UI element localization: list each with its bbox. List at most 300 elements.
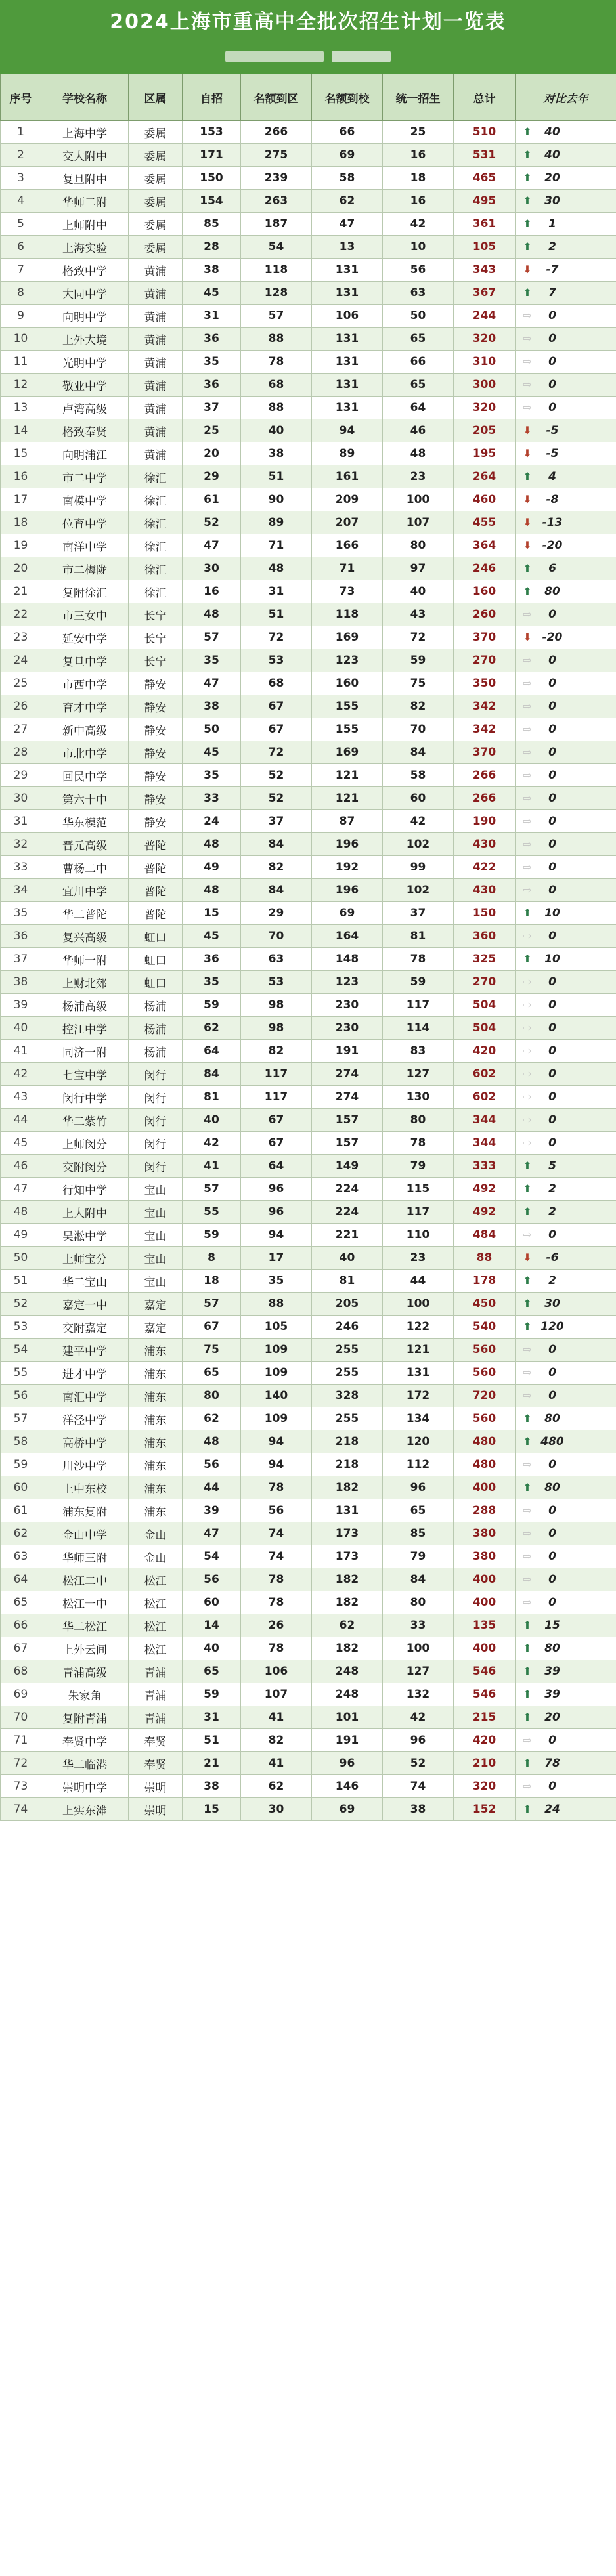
quota-district-cell: 98 xyxy=(241,994,312,1017)
total-cell: 504 xyxy=(454,994,516,1017)
self-admission-cell: 47 xyxy=(183,672,241,695)
district-cell: 黄浦 xyxy=(129,374,183,397)
arrow-right-outline-icon: ⇨ xyxy=(523,401,532,414)
seq-cell: 70 xyxy=(1,1706,41,1729)
arrow-right-outline-icon: ⇨ xyxy=(523,746,532,758)
seq-cell: 10 xyxy=(1,328,41,351)
table-row xyxy=(1,695,616,718)
compare-value: 0 xyxy=(548,654,556,667)
quota-school-cell: 131 xyxy=(312,351,383,374)
compare-value: 0 xyxy=(548,677,556,690)
self-admission-cell: 61 xyxy=(183,488,241,511)
district-cell: 奉贤 xyxy=(129,1729,183,1752)
arrow-up-icon: ⬆ xyxy=(523,1757,532,1769)
total-cell: 364 xyxy=(454,534,516,557)
quota-district-cell: 52 xyxy=(241,764,312,787)
compare-value: 80 xyxy=(544,585,560,598)
compare-cell xyxy=(516,1798,616,1821)
school-name-cell: 上外云间 xyxy=(41,1637,129,1660)
school-name-cell: 南模中学 xyxy=(41,488,129,511)
seq-cell: 14 xyxy=(1,419,41,442)
quota-school-cell: 191 xyxy=(312,1729,383,1752)
quota-school-cell: 101 xyxy=(312,1706,383,1729)
quota-district-cell: 107 xyxy=(241,1683,312,1706)
quota-district-cell: 62 xyxy=(241,1775,312,1798)
quota-school-cell: 182 xyxy=(312,1637,383,1660)
unified-cell: 99 xyxy=(383,856,454,879)
quota-school-cell: 224 xyxy=(312,1178,383,1201)
compare-value: 2 xyxy=(548,1274,556,1287)
arrow-right-outline-icon: ⇨ xyxy=(523,1734,532,1746)
quota-district-cell: 72 xyxy=(241,626,312,649)
subtitle-bar xyxy=(0,39,616,74)
quota-school-cell: 246 xyxy=(312,1316,383,1339)
district-cell: 黄浦 xyxy=(129,442,183,465)
quota-school-cell: 191 xyxy=(312,1040,383,1063)
unified-cell: 107 xyxy=(383,511,454,534)
school-name-cell: 嘉定一中 xyxy=(41,1293,129,1316)
arrow-up-icon: ⬆ xyxy=(523,1642,532,1654)
compare-value: 0 xyxy=(548,1021,556,1035)
school-name-cell: 华师三附 xyxy=(41,1545,129,1568)
unified-cell: 44 xyxy=(383,1270,454,1293)
self-admission-cell: 54 xyxy=(183,1545,241,1568)
table-row xyxy=(1,1407,616,1430)
quota-school-cell: 131 xyxy=(312,259,383,282)
compare-value: 4 xyxy=(548,470,556,483)
district-cell: 浦东 xyxy=(129,1385,183,1407)
arrow-right-outline-icon: ⇨ xyxy=(523,815,532,827)
quota-school-cell: 131 xyxy=(312,1499,383,1522)
unified-cell: 25 xyxy=(383,121,454,144)
arrow-right-outline-icon: ⇨ xyxy=(523,378,532,391)
compare-value: -20 xyxy=(542,539,563,552)
quota-school-cell: 131 xyxy=(312,397,383,419)
school-name-cell: 上师宝分 xyxy=(41,1247,129,1270)
school-name-cell: 华师一附 xyxy=(41,948,129,971)
compare-value: 6 xyxy=(548,562,556,575)
table-row xyxy=(1,741,616,764)
seq-cell: 56 xyxy=(1,1385,41,1407)
compare-value: 20 xyxy=(544,171,560,184)
self-admission-cell: 38 xyxy=(183,695,241,718)
district-cell: 普陀 xyxy=(129,833,183,856)
self-admission-cell: 56 xyxy=(183,1453,241,1476)
compare-value: 10 xyxy=(544,953,560,966)
quota-district-cell: 94 xyxy=(241,1224,312,1247)
school-name-cell: 交大附中 xyxy=(41,144,129,167)
school-name-cell: 洋泾中学 xyxy=(41,1407,129,1430)
compare-cell xyxy=(516,971,616,994)
total-cell: 370 xyxy=(454,741,516,764)
quota-district-cell: 38 xyxy=(241,442,312,465)
arrow-up-icon: ⬆ xyxy=(523,1274,532,1287)
quota-school-cell: 148 xyxy=(312,948,383,971)
seq-cell: 44 xyxy=(1,1109,41,1132)
compare-cell xyxy=(516,534,616,557)
quota-district-cell: 78 xyxy=(241,1568,312,1591)
arrow-right-outline-icon: ⇨ xyxy=(523,1527,532,1539)
school-name-cell: 上海实验 xyxy=(41,236,129,259)
seq-cell: 37 xyxy=(1,948,41,971)
unified-cell: 112 xyxy=(383,1453,454,1476)
quota-school-cell: 182 xyxy=(312,1476,383,1499)
unified-cell: 43 xyxy=(383,603,454,626)
quota-school-cell: 169 xyxy=(312,741,383,764)
self-admission-cell: 47 xyxy=(183,534,241,557)
compare-cell xyxy=(516,1247,616,1270)
quota-district-cell: 54 xyxy=(241,236,312,259)
compare-cell xyxy=(516,580,616,603)
compare-value: 78 xyxy=(544,1757,560,1770)
quota-school-cell: 164 xyxy=(312,925,383,948)
quota-district-cell: 187 xyxy=(241,213,312,236)
arrow-right-outline-icon: ⇨ xyxy=(523,792,532,804)
quota-school-cell: 166 xyxy=(312,534,383,557)
total-cell: 264 xyxy=(454,465,516,488)
unified-cell: 134 xyxy=(383,1407,454,1430)
compare-cell xyxy=(516,1132,616,1155)
total-cell: 484 xyxy=(454,1224,516,1247)
arrow-up-icon: ⬆ xyxy=(523,194,532,207)
quota-district-cell: 82 xyxy=(241,1729,312,1752)
self-admission-cell: 59 xyxy=(183,1224,241,1247)
table-row xyxy=(1,1729,616,1752)
seq-cell: 6 xyxy=(1,236,41,259)
arrow-right-outline-icon: ⇨ xyxy=(523,1780,532,1792)
school-name-cell: 格致中学 xyxy=(41,259,129,282)
quota-school-cell: 81 xyxy=(312,1270,383,1293)
compare-cell xyxy=(516,1499,616,1522)
quota-school-cell: 205 xyxy=(312,1293,383,1316)
quota-district-cell: 67 xyxy=(241,695,312,718)
quota-school-cell: 94 xyxy=(312,419,383,442)
seq-cell: 23 xyxy=(1,626,41,649)
self-admission-cell: 35 xyxy=(183,764,241,787)
unified-cell: 66 xyxy=(383,351,454,374)
quota-district-cell: 74 xyxy=(241,1545,312,1568)
total-cell: 342 xyxy=(454,718,516,741)
compare-cell xyxy=(516,465,616,488)
school-name-cell: 高桥中学 xyxy=(41,1430,129,1453)
school-name-cell: 杨浦高级 xyxy=(41,994,129,1017)
compare-cell xyxy=(516,1775,616,1798)
unified-cell: 70 xyxy=(383,718,454,741)
total-cell: 333 xyxy=(454,1155,516,1178)
arrow-right-outline-icon: ⇨ xyxy=(523,654,532,666)
district-cell: 普陀 xyxy=(129,879,183,902)
school-name-cell: 上师附中 xyxy=(41,213,129,236)
total-cell: 602 xyxy=(454,1086,516,1109)
header-seq: 序号 xyxy=(1,74,41,121)
self-admission-cell: 21 xyxy=(183,1752,241,1775)
school-name-cell: 交附闵分 xyxy=(41,1155,129,1178)
self-admission-cell: 52 xyxy=(183,511,241,534)
compare-value: 0 xyxy=(548,1366,556,1379)
compare-cell xyxy=(516,351,616,374)
quota-district-cell: 105 xyxy=(241,1316,312,1339)
quota-school-cell: 69 xyxy=(312,144,383,167)
district-cell: 崇明 xyxy=(129,1798,183,1821)
total-cell: 560 xyxy=(454,1339,516,1362)
school-name-cell: 回民中学 xyxy=(41,764,129,787)
header-total: 总计 xyxy=(454,74,516,121)
table-row xyxy=(1,419,616,442)
header-unified: 统一招生 xyxy=(383,74,454,121)
compare-value: 0 xyxy=(548,355,556,368)
compare-value: 0 xyxy=(548,1504,556,1517)
arrow-right-outline-icon: ⇨ xyxy=(523,1596,532,1608)
total-cell: 430 xyxy=(454,879,516,902)
compare-cell xyxy=(516,397,616,419)
quota-district-cell: 96 xyxy=(241,1201,312,1224)
district-cell: 静安 xyxy=(129,787,183,810)
arrow-right-outline-icon: ⇨ xyxy=(523,1458,532,1470)
total-cell: 215 xyxy=(454,1706,516,1729)
compare-value: 0 xyxy=(548,769,556,782)
total-cell: 260 xyxy=(454,603,516,626)
arrow-right-outline-icon: ⇨ xyxy=(523,608,532,620)
compare-value: 39 xyxy=(544,1665,560,1678)
table-row xyxy=(1,1545,616,1568)
compare-cell xyxy=(516,1729,616,1752)
school-name-cell: 浦东复附 xyxy=(41,1499,129,1522)
district-cell: 奉贤 xyxy=(129,1752,183,1775)
self-admission-cell: 47 xyxy=(183,1522,241,1545)
total-cell: 400 xyxy=(454,1637,516,1660)
arrow-up-icon: ⬆ xyxy=(523,1688,532,1700)
compare-value: 0 xyxy=(548,976,556,989)
unified-cell: 84 xyxy=(383,1568,454,1591)
arrow-up-icon: ⬆ xyxy=(523,1297,532,1310)
compare-value: 40 xyxy=(544,148,560,161)
compare-cell xyxy=(516,626,616,649)
table-row xyxy=(1,167,616,190)
compare-cell xyxy=(516,557,616,580)
table-row xyxy=(1,465,616,488)
seq-cell: 5 xyxy=(1,213,41,236)
compare-cell xyxy=(516,328,616,351)
school-name-cell: 宜川中学 xyxy=(41,879,129,902)
district-cell: 杨浦 xyxy=(129,1017,183,1040)
arrow-right-outline-icon: ⇨ xyxy=(523,1504,532,1516)
district-cell: 浦东 xyxy=(129,1430,183,1453)
self-admission-cell: 40 xyxy=(183,1637,241,1660)
compare-cell xyxy=(516,305,616,328)
page-title: 2024上海市重高中全批次招生计划一览表 xyxy=(0,0,616,39)
self-admission-cell: 20 xyxy=(183,442,241,465)
table-row xyxy=(1,1109,616,1132)
self-admission-cell: 150 xyxy=(183,167,241,190)
self-admission-cell: 45 xyxy=(183,925,241,948)
compare-value: 0 xyxy=(548,1780,556,1793)
quota-district-cell: 72 xyxy=(241,741,312,764)
compare-cell xyxy=(516,1660,616,1683)
seq-cell: 4 xyxy=(1,190,41,213)
unified-cell: 96 xyxy=(383,1729,454,1752)
quota-district-cell: 98 xyxy=(241,1017,312,1040)
school-name-cell: 华东模范 xyxy=(41,810,129,833)
district-cell: 委属 xyxy=(129,236,183,259)
table-row xyxy=(1,626,616,649)
quota-school-cell: 118 xyxy=(312,603,383,626)
total-cell: 720 xyxy=(454,1385,516,1407)
school-name-cell: 位育中学 xyxy=(41,511,129,534)
header-self-admission: 自招 xyxy=(183,74,241,121)
unified-cell: 100 xyxy=(383,1637,454,1660)
total-cell: 246 xyxy=(454,557,516,580)
unified-cell: 58 xyxy=(383,764,454,787)
quota-school-cell: 62 xyxy=(312,1614,383,1637)
unified-cell: 96 xyxy=(383,1476,454,1499)
unified-cell: 102 xyxy=(383,879,454,902)
district-cell: 徐汇 xyxy=(129,580,183,603)
quota-school-cell: 73 xyxy=(312,580,383,603)
district-cell: 普陀 xyxy=(129,856,183,879)
seq-cell: 7 xyxy=(1,259,41,282)
compare-cell xyxy=(516,603,616,626)
compare-value: 39 xyxy=(544,1688,560,1701)
table-row xyxy=(1,971,616,994)
total-cell: 504 xyxy=(454,1017,516,1040)
seq-cell: 50 xyxy=(1,1247,41,1270)
quota-district-cell: 41 xyxy=(241,1752,312,1775)
seq-cell: 68 xyxy=(1,1660,41,1683)
arrow-right-outline-icon: ⇨ xyxy=(523,309,532,322)
quota-district-cell: 51 xyxy=(241,603,312,626)
school-name-cell: 上实东滩 xyxy=(41,1798,129,1821)
arrow-right-outline-icon: ⇨ xyxy=(523,976,532,988)
compare-value: 0 xyxy=(548,1573,556,1586)
self-admission-cell: 49 xyxy=(183,856,241,879)
district-cell: 杨浦 xyxy=(129,994,183,1017)
unified-cell: 48 xyxy=(383,442,454,465)
arrow-right-outline-icon: ⇨ xyxy=(523,1343,532,1356)
total-cell: 480 xyxy=(454,1430,516,1453)
self-admission-cell: 57 xyxy=(183,1293,241,1316)
self-admission-cell: 84 xyxy=(183,1063,241,1086)
school-name-cell: 进才中学 xyxy=(41,1362,129,1385)
unified-cell: 84 xyxy=(383,741,454,764)
compare-value: 0 xyxy=(548,746,556,759)
table-row xyxy=(1,649,616,672)
total-cell: 531 xyxy=(454,144,516,167)
total-cell: 344 xyxy=(454,1132,516,1155)
quota-school-cell: 221 xyxy=(312,1224,383,1247)
quota-school-cell: 47 xyxy=(312,213,383,236)
seq-cell: 60 xyxy=(1,1476,41,1499)
total-cell: 370 xyxy=(454,626,516,649)
seq-cell: 74 xyxy=(1,1798,41,1821)
compare-value: -20 xyxy=(542,631,563,644)
unified-cell: 122 xyxy=(383,1316,454,1339)
seq-cell: 43 xyxy=(1,1086,41,1109)
compare-value: 0 xyxy=(548,1550,556,1563)
unified-cell: 10 xyxy=(383,236,454,259)
school-name-cell: 复附徐汇 xyxy=(41,580,129,603)
unified-cell: 114 xyxy=(383,1017,454,1040)
table-row xyxy=(1,511,616,534)
arrow-down-icon: ⬇ xyxy=(523,539,532,551)
table-row xyxy=(1,259,616,282)
quota-district-cell: 53 xyxy=(241,971,312,994)
compare-cell xyxy=(516,1545,616,1568)
table-row xyxy=(1,1614,616,1637)
arrow-up-icon: ⬆ xyxy=(523,217,532,230)
table-row xyxy=(1,1316,616,1339)
school-name-cell: 七宝中学 xyxy=(41,1063,129,1086)
arrow-up-icon: ⬆ xyxy=(523,1481,532,1493)
quota-school-cell: 69 xyxy=(312,1798,383,1821)
district-cell: 浦东 xyxy=(129,1453,183,1476)
compare-cell xyxy=(516,1063,616,1086)
self-admission-cell: 35 xyxy=(183,649,241,672)
table-row xyxy=(1,1017,616,1040)
seq-cell: 62 xyxy=(1,1522,41,1545)
compare-cell xyxy=(516,994,616,1017)
self-admission-cell: 60 xyxy=(183,1591,241,1614)
school-name-cell: 控江中学 xyxy=(41,1017,129,1040)
quota-district-cell: 35 xyxy=(241,1270,312,1293)
unified-cell: 50 xyxy=(383,305,454,328)
school-name-cell: 吴淞中学 xyxy=(41,1224,129,1247)
self-admission-cell: 38 xyxy=(183,259,241,282)
unified-cell: 40 xyxy=(383,580,454,603)
table-row xyxy=(1,787,616,810)
total-cell: 400 xyxy=(454,1591,516,1614)
district-cell: 嘉定 xyxy=(129,1316,183,1339)
school-name-cell: 第六十中 xyxy=(41,787,129,810)
quota-school-cell: 131 xyxy=(312,328,383,351)
quota-district-cell: 37 xyxy=(241,810,312,833)
quota-district-cell: 128 xyxy=(241,282,312,305)
arrow-right-outline-icon: ⇨ xyxy=(523,930,532,942)
unified-cell: 60 xyxy=(383,787,454,810)
school-name-cell: 复附青浦 xyxy=(41,1706,129,1729)
self-admission-cell: 33 xyxy=(183,787,241,810)
seq-cell: 27 xyxy=(1,718,41,741)
unified-cell: 81 xyxy=(383,925,454,948)
quota-school-cell: 255 xyxy=(312,1339,383,1362)
arrow-down-icon: ⬇ xyxy=(523,516,532,528)
quota-school-cell: 121 xyxy=(312,787,383,810)
quota-school-cell: 157 xyxy=(312,1132,383,1155)
district-cell: 闵行 xyxy=(129,1109,183,1132)
compare-value: 0 xyxy=(548,723,556,736)
self-admission-cell: 31 xyxy=(183,305,241,328)
self-admission-cell: 62 xyxy=(183,1407,241,1430)
compare-value: 0 xyxy=(548,1228,556,1241)
self-admission-cell: 80 xyxy=(183,1385,241,1407)
self-admission-cell: 28 xyxy=(183,236,241,259)
quota-school-cell: 155 xyxy=(312,718,383,741)
school-name-cell: 建平中学 xyxy=(41,1339,129,1362)
arrow-right-outline-icon: ⇨ xyxy=(523,1136,532,1149)
self-admission-cell: 35 xyxy=(183,351,241,374)
compare-cell xyxy=(516,1385,616,1407)
quota-district-cell: 48 xyxy=(241,557,312,580)
header-school: 学校名称 xyxy=(41,74,129,121)
quota-district-cell: 30 xyxy=(241,1798,312,1821)
district-cell: 委属 xyxy=(129,121,183,144)
district-cell: 宝山 xyxy=(129,1178,183,1201)
self-admission-cell: 48 xyxy=(183,833,241,856)
quota-school-cell: 71 xyxy=(312,557,383,580)
seq-cell: 42 xyxy=(1,1063,41,1086)
table-row xyxy=(1,1132,616,1155)
seq-cell: 3 xyxy=(1,167,41,190)
arrow-up-icon: ⬆ xyxy=(523,470,532,483)
